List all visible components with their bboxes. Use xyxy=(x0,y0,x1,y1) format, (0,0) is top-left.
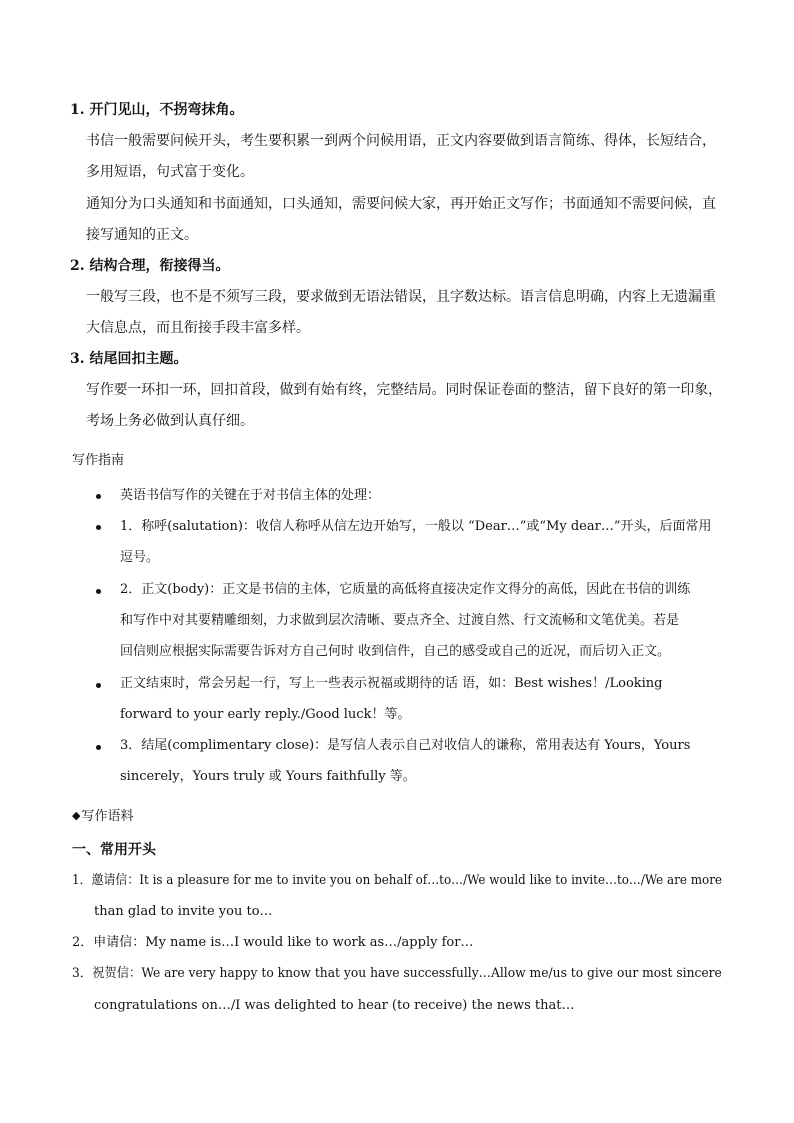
corpus-heading xyxy=(72,806,133,827)
guide-bullet-4-line-1: 正文结束时，常会另起一行，写上一些表示祝福或期待的话 语，如：Best wishes！/Looking xyxy=(120,676,663,691)
bullet-dot-icon xyxy=(96,494,101,499)
guide-bullet-1-line-1: 英语书信写作的关键在于对书信主体的处理： xyxy=(120,488,381,503)
guide-bullet-2-line-1: 1．称呼(salutation)：收信人称呼从信左边开始写，一般以 “Dear…”或“My dear…”开头，后面常用 xyxy=(120,519,712,534)
bullet-dot-icon xyxy=(96,745,101,750)
corpus-item-1-line-1: 1．邀请信：It is a pleasure for me to invite you on behalf of…to…/We would like to invite…to…/We are more xyxy=(72,873,722,888)
section-3-title: 3. 结尾回扣主题。 xyxy=(70,351,188,367)
bullet-dot-icon xyxy=(96,589,101,594)
guide-bullet-4-line-2: forward to your early reply./Good luck！等。 xyxy=(120,707,411,722)
corpus-item-1-line-2: than glad to invite you to… xyxy=(94,904,273,919)
corpus-title: 写作语料 xyxy=(81,809,134,824)
corpus-item-3-line-1: 3．祝贺信：We are very happy to know that you have successfully…Allow me/us to give our most sincere xyxy=(72,966,722,981)
section-3-para-1-line-1: 写作要一环扣一环，回扣首段，做到有始有终，完整结局。同时保证卷面的整洁，留下良好的第一印象， xyxy=(86,382,723,398)
corpus-item-3-line-2: congratulations on…/I was delighted to hear (to receive) the news that… xyxy=(94,998,575,1013)
guide-bullet-3-line-2: 和写作中对其要精雕细刻，力求做到层次清晰、要点齐全、过渡自然、行文流畅和文笔优美。若是 xyxy=(120,613,680,628)
section-1-para-2-line-2: 接写通知的正文。 xyxy=(86,227,198,243)
guide-bullet-5-line-2: sincerely，Yours truly 或 Yours faithfully 等。 xyxy=(120,769,416,784)
section-1-title: 1. 开门见山，不拐弯抹角。 xyxy=(70,102,244,118)
guide-bullet-3-line-1: 2．正文(body)：正文是书信的主体，它质量的高低将直接决定作文得分的高低，因此在书信的训练 xyxy=(120,582,691,597)
guide-bullet-3-line-3: 回信则应根据实际需要告诉对方自己何时 收到信件，自己的感受或自己的近况，而后切入正文。 xyxy=(120,644,671,659)
section-1-para-1-line-1: 书信一般需要问候开头，考生要积累一到两个问候用语，正文内容要做到语言简练、得体，长短结合， xyxy=(86,133,716,149)
section-2-title: 2. 结构合理，衔接得当。 xyxy=(70,258,230,274)
section-2-para-1-line-2: 大信息点，而且衔接手段丰富多样。 xyxy=(86,320,310,336)
corpus-subtitle: 一、常用开头 xyxy=(72,842,156,858)
bullet-dot-icon xyxy=(96,683,101,688)
guide-bullet-2-line-2: 逗号。 xyxy=(120,550,160,565)
diamond-icon: ◆ xyxy=(72,809,81,822)
bullet-dot-icon xyxy=(96,525,101,530)
guide-title: 写作指南 xyxy=(72,453,125,468)
section-1-para-1-line-2: 多用短语，句式富于变化。 xyxy=(86,164,254,180)
corpus-item-2-line-1: 2．申请信：My name is…I would like to work as…/apply for… xyxy=(72,935,474,950)
section-1-para-2-line-1: 通知分为口头通知和书面通知，口头通知，需要问候大家，再开始正文写作；书面通知不需要问候，直 xyxy=(86,196,716,212)
section-2-para-1-line-1: 一般写三段，也不是不须写三段，要求做到无语法错误，且字数达标。语言信息明确，内容上无遗漏重 xyxy=(86,289,716,305)
section-3-para-1-line-2: 考场上务必做到认真仔细。 xyxy=(86,413,254,429)
guide-bullet-5-line-1: 3．结尾(complimentary close)：是写信人表示自己对收信人的谦称，常用表达有 Yours，Yours xyxy=(120,738,691,753)
